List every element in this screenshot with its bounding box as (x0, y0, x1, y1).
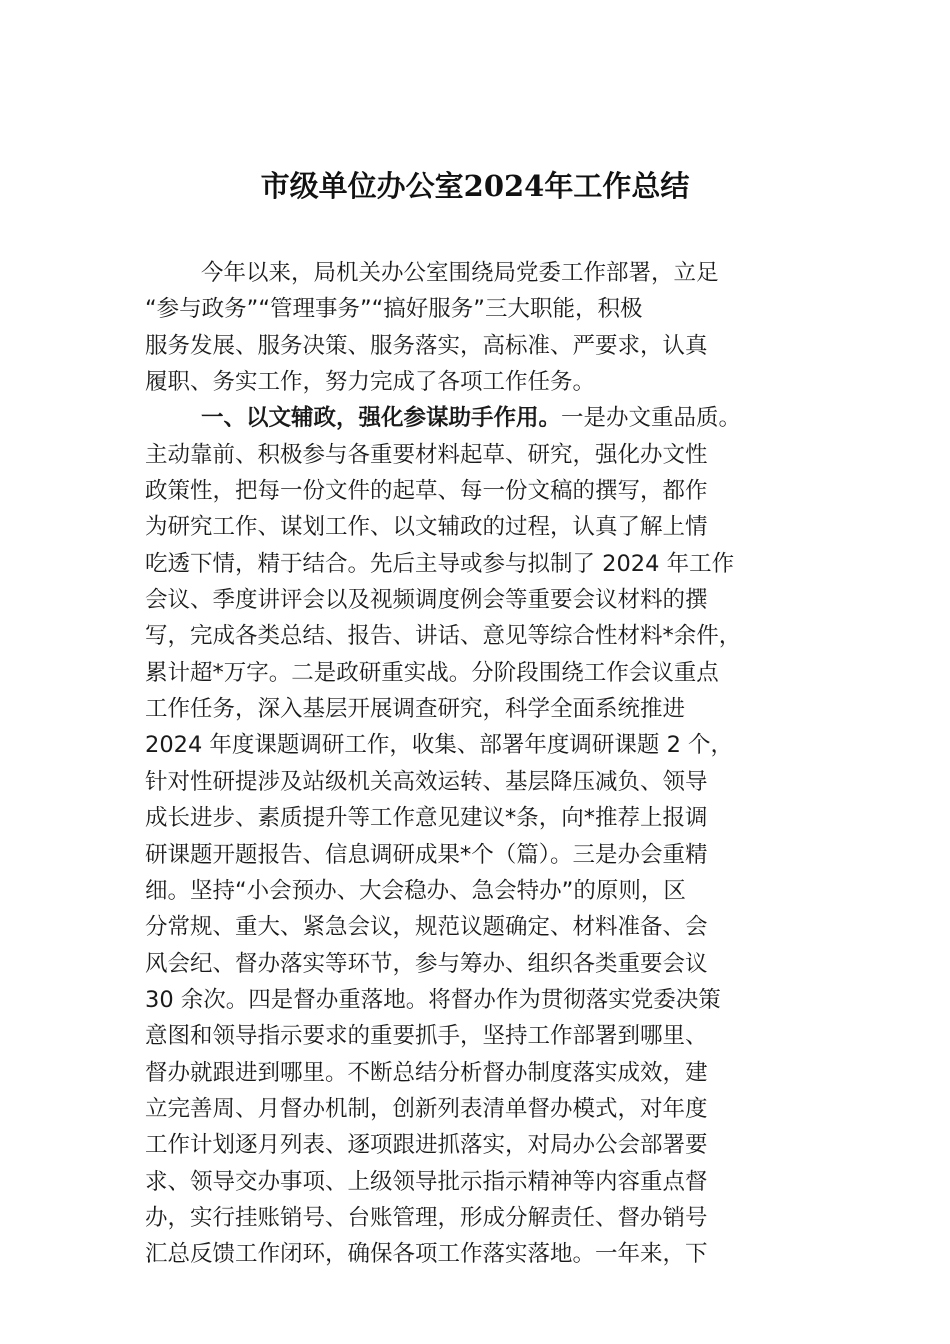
paragraph-line: 2024 年度课题调研工作，收集、部署年度调研课题 2 个， (145, 732, 734, 759)
paragraph-line: 求、领导交办事项、上级领导批示指示精神等内容重点督 (145, 1168, 708, 1195)
paragraph-line: 分常规、重大、紧急会议，规范议题确定、材料准备、会 (145, 914, 708, 941)
paragraph-line: 汇总反馈工作闭环，确保各项工作落实落地。一年来，下 (145, 1241, 708, 1268)
section-heading: 一、以文辅政，强化参谋助手作用。 (201, 405, 562, 432)
paragraph-line: 主动靠前、积极参与各重要材料起草、研究，强化办文性 (145, 441, 708, 468)
paragraph-line: 细。坚持“小会预办、大会稳办、急会特办”的原则，区 (145, 877, 686, 904)
document-body (145, 255, 815, 1273)
paragraph-line-text: 一是办文重品质。 (561, 405, 742, 432)
paragraph-line: 累计超*万字。二是政研重实战。分阶段围绕工作会议重点 (145, 659, 719, 686)
paragraph-line: 立完善周、月督办机制，创新列表清单督办模式，对年度 (145, 1095, 708, 1122)
paragraph-line (145, 400, 815, 436)
paragraph-line: 办，实行挂账销号、台账管理，形成分解责任、督办销号 (145, 1204, 708, 1231)
paragraph-line: 会议、季度讲评会以及视频调度例会等重要会议材料的撰 (145, 587, 708, 614)
paragraph-line: “参与政务”“管理事务”“搞好服务”三大职能，积极 (145, 296, 643, 323)
paragraph-line: 写，完成各类总结、报告、讲话、意见等综合性材料*余件， (145, 623, 742, 650)
paragraph-line: 意图和领导指示要求的重要抓手，坚持工作部署到哪里、 (145, 1023, 708, 1050)
paragraph-line: 为研究工作、谋划工作、以文辅政的过程，认真了解上情 (145, 514, 708, 541)
paragraph-section-one (145, 400, 815, 1272)
paragraph-line: 工作任务，深入基层开展调查研究，科学全面系统推进 (145, 696, 686, 723)
paragraph-line: 政策性，把每一份文件的起草、每一份文稿的撰写，都作 (145, 478, 708, 505)
paragraph-line: 30 余次。四是督办重落地。将督办作为贯彻落实党委决策 (145, 986, 721, 1013)
paragraph-line: 风会纪、督办落实等环节，参与筹办、组织各类重要会议 (145, 950, 708, 977)
paragraph-line: 服务发展、服务决策、服务落实，高标准、严要求，认真 (145, 332, 708, 359)
document-title: 市级单位办公室2024年工作总结 (260, 169, 690, 203)
paragraph-line: 履职、务实工作，努力完成了各项工作任务。 (145, 369, 596, 396)
paragraph-line: 针对性研提涉及站级机关高效运转、基层降压减负、领导 (145, 768, 708, 795)
paragraph-line: 督办就跟进到哪里。不断总结分析督办制度落实成效，建 (145, 1059, 708, 1086)
paragraph-line: 吃透下情，精于结合。先后主导或参与拟制了 2024 年工作 (145, 550, 735, 577)
paragraph-line: 工作计划逐月列表、逐项跟进抓落实，对局办公会部署要 (145, 1132, 708, 1159)
paragraph-line: 研课题开题报告、信息调研成果*个（篇）。三是办会重精 (145, 841, 708, 868)
paragraph-intro (145, 255, 815, 400)
paragraph-line: 成长进步、素质提升等工作意见建议*条，向*推荐上报调 (145, 805, 708, 832)
paragraph-line: 今年以来，局机关办公室围绕局党委工作部署，立足 (201, 260, 719, 286)
